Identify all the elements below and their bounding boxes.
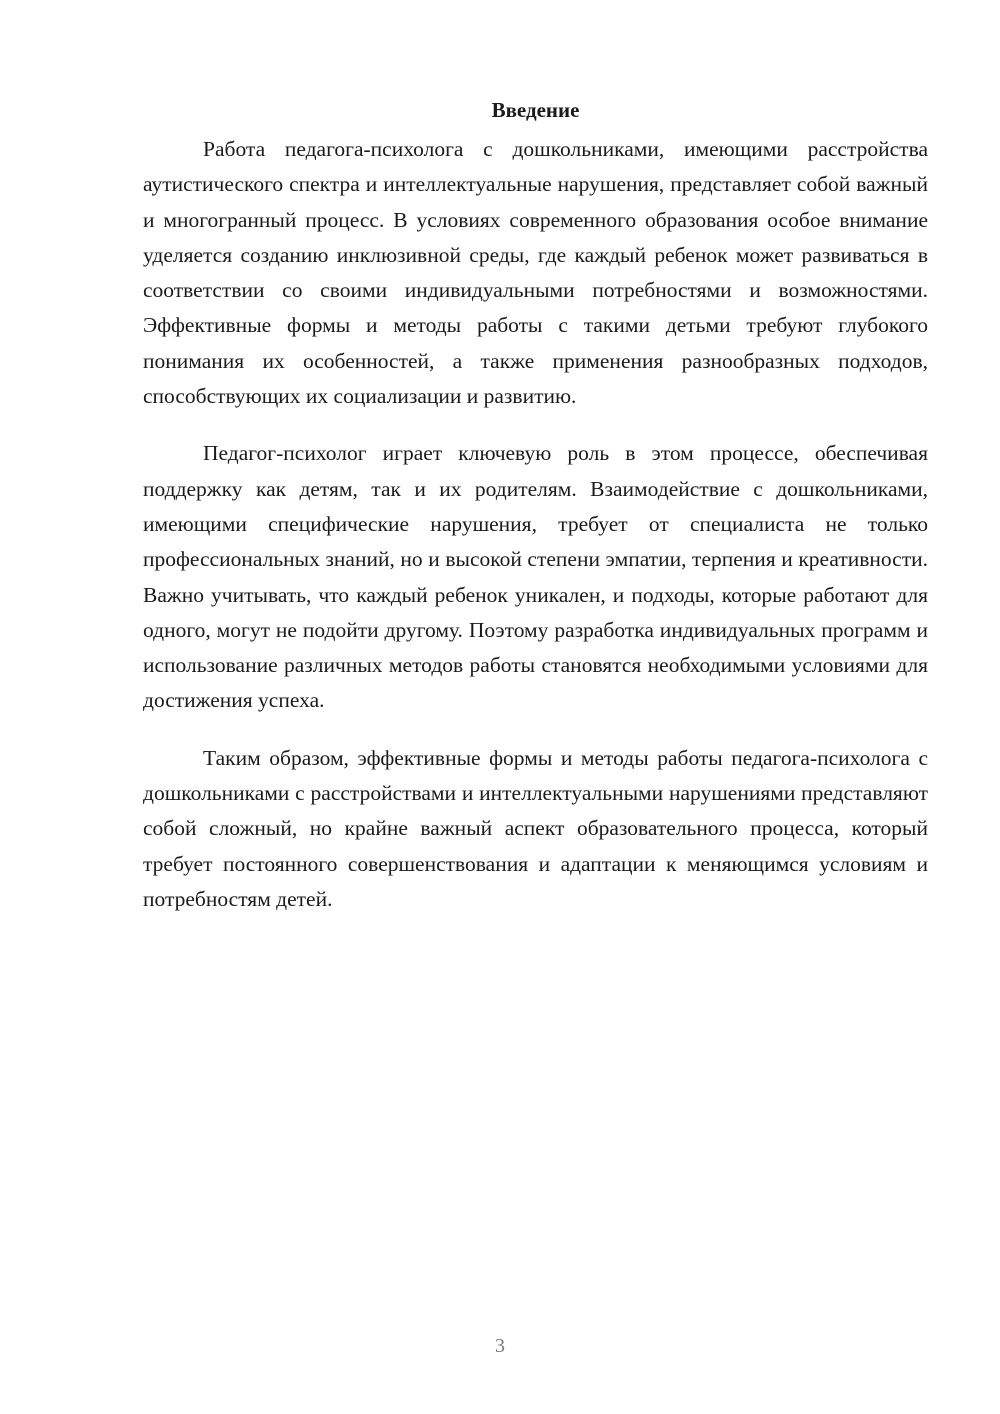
section-heading: Введение: [491, 98, 580, 122]
page-number: 3: [495, 1335, 505, 1357]
paragraph-2: Педагог-психолог играет ключевую роль в этом процессе, обеспечивая поддержку как детям, так и их родителям. Взаимодействие с дошкольниками, имеющими специфические нарушения, требует от специалиста не только профессиональных знаний, но и высокой степени эмпатии, терпения и креативности. Важно учитывать, что каждый ребенок уникален, и подходы, которые работают для одного, могут не подойти другому. Поэтому разработка индивидуальных программ и использование различных методов работы становятся необходимыми условиями для достижения успеха.: [143, 441, 928, 713]
page-content: [143, 92, 928, 939]
paragraph-1: Работа педагога-психолога с дошкольниками, имеющими расстройства аутистического спектра и интеллектуальные нарушения, представляет собой важный и многогранный процесс. В условиях современного образования особое внимание уделяется созданию инклюзивной среды, где каждый ребенок может развиваться в соответствии со своими индивидуальными потребностями и возможностями. Эффективные формы и методы работы с такими детьми требуют глубокого понимания их особенностей, а также применения разнообразных подходов, способствующих их социализации и развитию.: [143, 137, 928, 409]
paragraph-3: Таким образом, эффективные формы и методы работы педагога-психолога с дошкольниками с расстройствами и интеллектуальными нарушениями представляют собой сложный, но крайне важный аспект образовательного процесса, который требует постоянного совершенствования и адаптации к меняющимся условиям и потребностям детей.: [143, 745, 928, 911]
